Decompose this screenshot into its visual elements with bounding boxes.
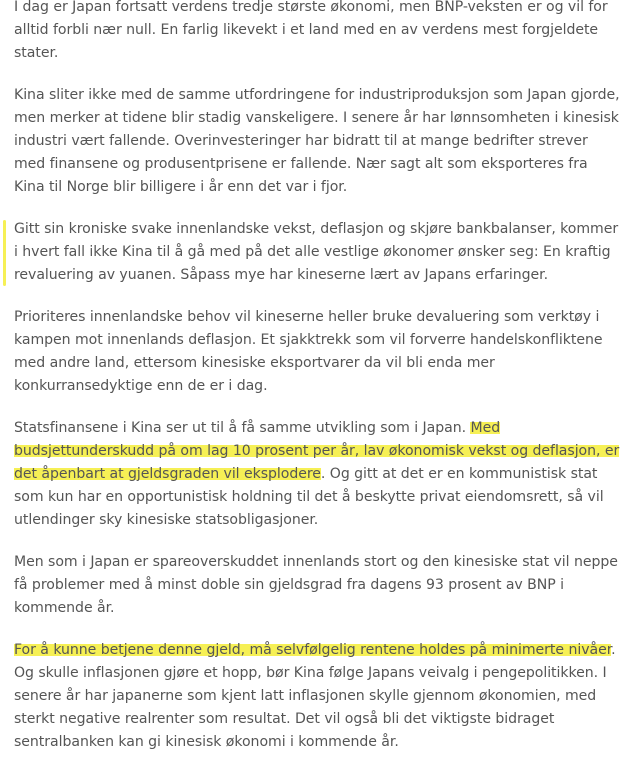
paragraph-text: I dag er Japan fortsatt verdens tredje største økonomi, men BNP-veksten er og vil for alltid forbli nær null. En farlig likevekt i et land med en av verdens mest forgjeldete stater. (14, 0, 608, 61)
paragraph-text: Statsfinansene i Kina ser ut til å få samme utvikling som i Japan. (14, 420, 471, 436)
article-body (14, 0, 622, 773)
paragraph-1 (14, 0, 622, 65)
paragraph-2 (14, 84, 622, 199)
margin-highlight-mark (3, 220, 6, 286)
paragraph-text: Kina sliter ikke med de samme utfordringene for industriproduksjon som Japan gjorde, men merker at tidene blir stadig vanskeligere. I senere år har lønnsomheten i kinesisk industri vært fallende. Overinvesteringer har bidratt til at mange bedrifter strever med finansene og produsentprisene er fallende. Nær sagt alt som eksporteres fra Kina til Norge blir billigere i år enn det var i fjor. (14, 87, 620, 195)
paragraph-5 (14, 417, 622, 532)
paragraph-text: . Og gitt at det er en kommunistisk stat som kun har en opportunistisk holdning til det å beskytte privat eiendomsrett, så vil utlendinger sky kinesiske statsobligasjoner. (14, 466, 604, 528)
highlighted-text: For å kunne betjene denne gjeld, må selvfølgelig rentene holdes på minimerte nivåer (14, 642, 612, 658)
paragraph-text: Prioriteres innenlandske behov vil kineserne heller bruke devaluering som verktøy i kampen mot innenlands deflasjon. Et sjakktrekk som vil forverre handelskonfliktene med andre land, ettersom kinesiske eksportvarer da vil bli enda mer konkurransedyktige enn de er i dag. (14, 309, 603, 394)
highlighted-text: Med budsjettunderskudd på om lag 10 prosent per år, lav økonomisk vekst og deflasjon, er det åpenbart at gjeldsgraden vil eksplodere (14, 420, 620, 482)
paragraph-3 (14, 218, 622, 287)
paragraph-6 (14, 551, 622, 620)
paragraph-4 (14, 306, 622, 398)
paragraph-7 (14, 639, 622, 754)
paragraph-text: Men som i Japan er spareoverskuddet innenlands stort og den kinesiske stat vil neppe få problemer med å minst doble sin gjeldsgrad fra dagens 93 prosent av BNP i kommende år. (14, 554, 618, 616)
paragraph-text: Gitt sin kroniske svake innenlandske vekst, deflasjon og skjøre bankbalanser, kommer i hvert fall ikke Kina til å gå med på det alle vestlige økonomer ønsker seg: En kraftig revaluering av yuanen. Såpass mye har kineserne lært av Japans erfaringer. (14, 221, 619, 283)
paragraph-text: . Og skulle inflasjonen gjøre et hopp, bør Kina følge Japans veivalg i pengepolitikken. I senere år har japanerne som kjent latt inflasjonen skylle gjennom økonomien, med sterkt negative realrenter som resultat. Det vil også bli det viktigste bidraget sentralbanken kan gi kinesisk økonomi i kommende år. (14, 642, 616, 750)
